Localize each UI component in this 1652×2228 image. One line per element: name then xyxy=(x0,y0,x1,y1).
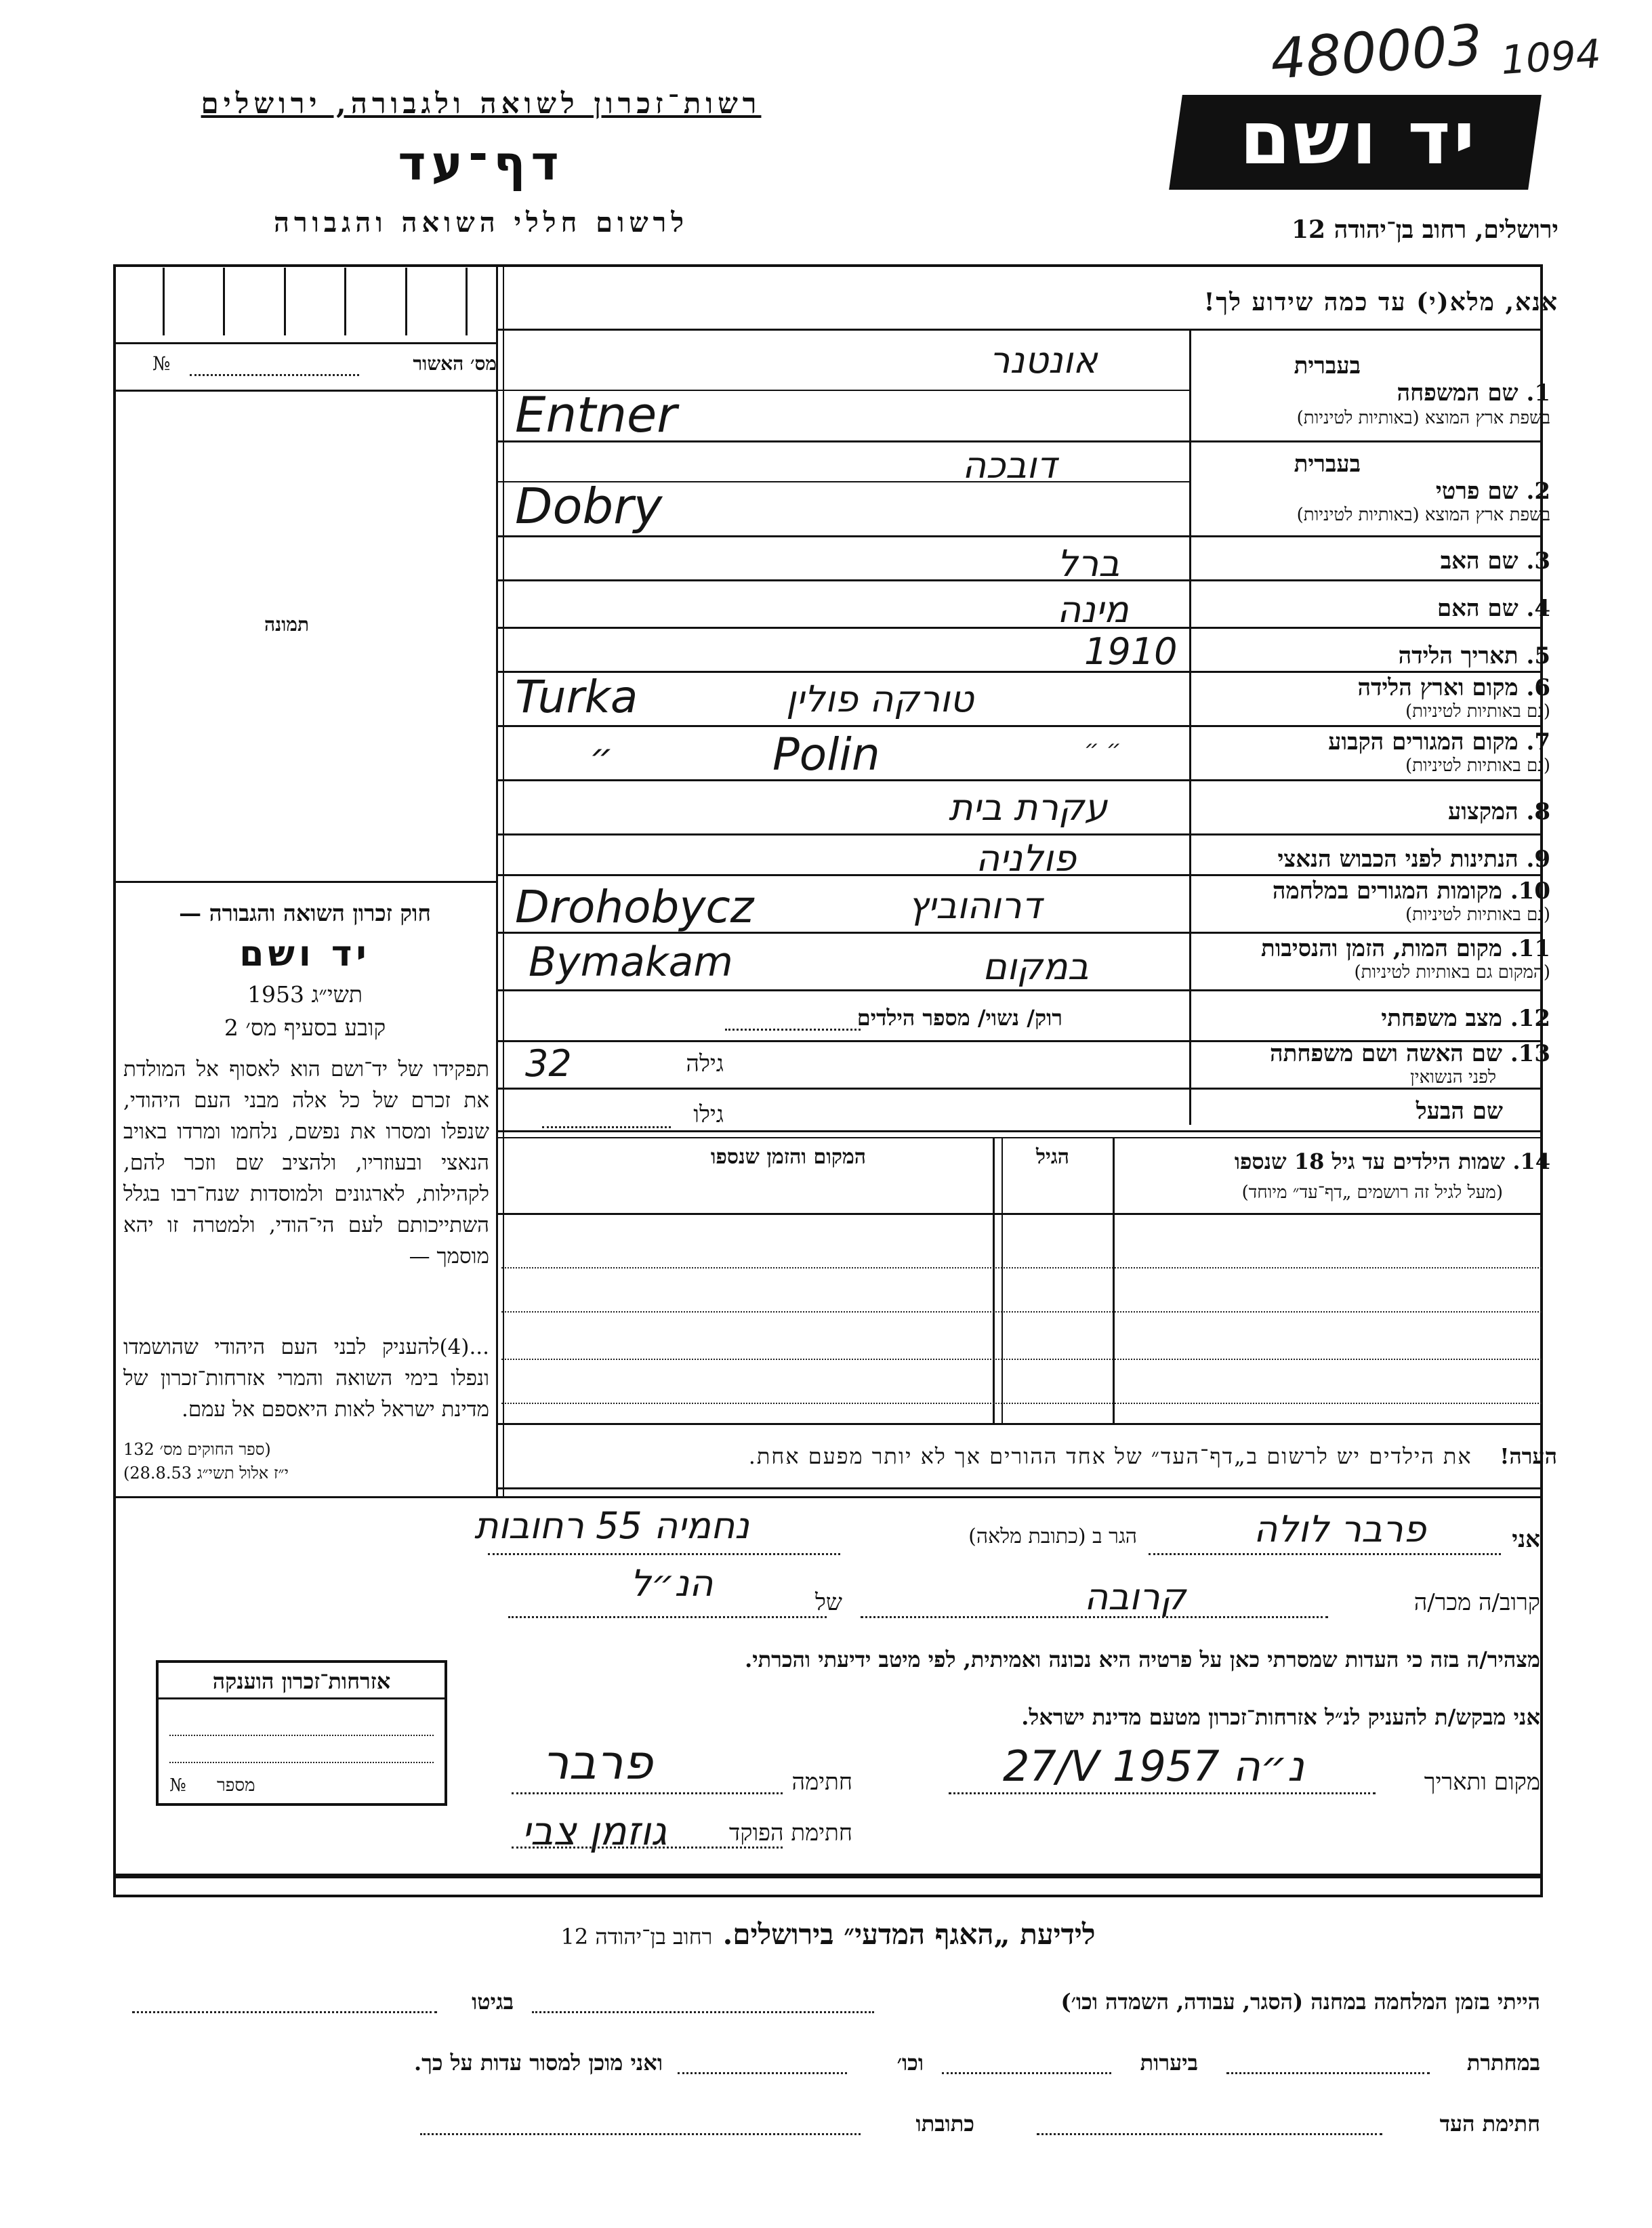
field-11-sub: (המקום גם באותיות לטיניות) xyxy=(1354,962,1550,983)
field-3-label xyxy=(1441,548,1550,575)
field-7-number: 7. xyxy=(1526,728,1550,756)
marital-options: רוק/ נשוי/ מספר הילדים xyxy=(856,1005,1062,1031)
declarant-name: פרבר לולה xyxy=(1254,1508,1426,1550)
field-5-number: 5. xyxy=(1526,642,1550,669)
field-7-label-text: מקום המגורים הקבוע xyxy=(1328,728,1519,756)
field-4-number: 4. xyxy=(1526,595,1550,622)
request-text: אני מבקש/ת להעניק לנ״ל אזרחות־זכרון מטעם מדינת ישראל. xyxy=(1021,1704,1540,1730)
officer-label: חתימת הפוקד xyxy=(728,1819,852,1847)
first-name-hebrew: דובכה xyxy=(962,444,1057,487)
field-11-label-text: מקום המות, הזמן והנסיבות xyxy=(1260,935,1502,962)
field-8-label xyxy=(1448,798,1550,825)
field-4-label-text: שם האם xyxy=(1437,595,1519,622)
place-date-value: 27/V 1957 נ״ה xyxy=(1003,1741,1304,1791)
field-5-label xyxy=(1399,642,1550,669)
table-row xyxy=(501,1359,1542,1360)
occupation: עקרת בית xyxy=(949,786,1108,829)
column-divider xyxy=(496,264,498,1496)
field-1-hebrew-tag: בעברית xyxy=(1294,352,1361,379)
war-residence-hebrew: דרוהוביץ xyxy=(908,884,1042,927)
logo-text: יד ושם xyxy=(1239,96,1478,181)
law-clause: קובע בסעיף מס׳ 2 xyxy=(224,1014,386,1041)
declarant-address: נחמיה 55 רחובות xyxy=(474,1504,749,1547)
law-title: חוק זכרון השואה והגבורה — xyxy=(179,900,431,926)
children-header-text: שמות הילדים עד גיל 18 שנספו xyxy=(1234,1149,1506,1174)
of-value: הנ״ל xyxy=(630,1562,714,1605)
footer-address-label: כתובתו xyxy=(915,2111,974,2137)
field-1-sub: בשפת ארץ המוצא (באותיות לטיניות) xyxy=(1296,408,1550,428)
archive-number-2: 1094 xyxy=(1499,30,1603,84)
field-2-hebrew-tag: בעברית xyxy=(1294,451,1361,478)
footer-witness-signature: חתימת העד xyxy=(1439,2111,1540,2137)
table-row xyxy=(501,1311,1542,1313)
children-age-header: הגיל xyxy=(1035,1145,1069,1169)
field-1-label xyxy=(1397,379,1550,407)
field-7-sub: (גם באותיות לטיניות) xyxy=(1405,756,1550,776)
field-5-label-text: תאריך הלידה xyxy=(1398,642,1519,669)
field-1-number: 1. xyxy=(1526,379,1550,407)
photo-label: תמונה xyxy=(264,613,310,636)
field-12-number: 12. xyxy=(1510,1005,1550,1032)
declaration-text: מצהיר/ה בזה כי העדות שמסרתי כאן על פרטיה היא נכונה ואמיתית, לפי מיטב ידיעתי והכרתי. xyxy=(745,1647,1540,1672)
field-10-label xyxy=(1273,878,1550,905)
archive-number: 480003 xyxy=(1268,13,1485,92)
law-ref-2: י״ז אלול תשי״ג 28.8.53) xyxy=(123,1464,289,1483)
field-3-number: 3. xyxy=(1526,548,1550,575)
footer-ghetto: בגיטו xyxy=(472,1989,514,2015)
wife-age: 32 xyxy=(525,1042,572,1085)
law-body-2: ...(4)להעניק לבני העם היהודי שהושמדו ונפלו בימי השואה והמרי אזרחות־זכרון של מדינת ישראל לאות היאספם אל עמם. xyxy=(123,1335,489,1422)
note-text: את הילדים יש לרשום ב„דף־העד״ של אחד ההורים אך לא יותר מפעם אחת. xyxy=(748,1443,1472,1469)
field-8-number: 8. xyxy=(1526,798,1550,825)
family-name-hebrew: אונטנר xyxy=(989,339,1098,381)
law-name: יד ושם xyxy=(239,934,371,974)
mother-name: מינה xyxy=(1057,588,1129,631)
citizenship-title: אזרחות־זכרון הוענקה xyxy=(212,1668,391,1694)
relative-value: קרובה xyxy=(1084,1575,1186,1618)
address-label: הגר ב (כתובת מלאה) xyxy=(968,1525,1137,1548)
field-11-label xyxy=(1261,935,1550,962)
children-number: 14. xyxy=(1512,1149,1550,1174)
officer-signature: גוזמן צבי xyxy=(522,1808,667,1854)
family-name-latin: Entner xyxy=(515,386,677,443)
residence-hebrew: ״ ״ xyxy=(1084,735,1121,762)
footer xyxy=(113,1918,1543,1952)
field-10-number: 10. xyxy=(1510,878,1550,905)
field-3-label-text: שם האב xyxy=(1440,548,1519,575)
footer-underground: במחתרת xyxy=(1466,2050,1540,2076)
death-place-latin: Bymakam xyxy=(529,938,733,986)
footer-etc: וכו׳ xyxy=(896,2050,924,2076)
field-8-label-text: המקצוע xyxy=(1447,798,1519,825)
instruction: אנא, מלא(י) עד כמה שידוע לך! xyxy=(1203,288,1558,316)
field-9-label-text: הנתינות לפני הכבוש הנאצי xyxy=(1277,846,1519,873)
field-9-number: 9. xyxy=(1526,846,1550,873)
law-year: תשי״ג 1953 xyxy=(247,981,363,1008)
field-10-label-text: מקומות המגורים במלחמה xyxy=(1272,878,1502,905)
law-body: תפקידו של יד־ושם הוא לאסוף אל המולדת את זכרם של כל אלה מבני העם היהודי, שנפלו ומסרו את נפשם, נלחמו ומרדו באויב הנאצי ובעוזריו, ולהציב שם וזכר להם, לקהילות, לארגונים ולמוסדות שנח־רבו בגלל השתייכותם לעם הי־הודי, ולמטרה זו יהא מוסמך — xyxy=(123,1057,489,1268)
field-7-label xyxy=(1328,728,1550,756)
residence-ditto: ״ xyxy=(590,735,613,778)
field-2-label xyxy=(1436,478,1550,505)
footer-ready: ואני מוכן למסור עדות על כך. xyxy=(413,2050,663,2076)
table-row xyxy=(501,1403,1542,1404)
first-name-latin: Dobry xyxy=(515,478,663,535)
field-13-number: 13. xyxy=(1510,1040,1550,1067)
field-6-sub: (גם באותיות לטיניות) xyxy=(1405,701,1550,722)
footer-line-1 xyxy=(1060,1989,1540,2015)
war-residence-latin: Drohobycz xyxy=(515,881,754,933)
birth-place-hebrew: טורקה פולין xyxy=(786,678,974,720)
children-place-header: המקום והזמן שנספו xyxy=(710,1145,866,1169)
father-name: ברל xyxy=(1057,542,1120,585)
field-2-label-text: שם פרטי xyxy=(1435,478,1519,505)
field-1-label-text: שם המשפחה xyxy=(1397,379,1519,407)
husband-age-label: גילו xyxy=(693,1101,724,1128)
birth-date: 1910 xyxy=(1084,630,1178,673)
field-12-label xyxy=(1381,1005,1550,1032)
field-13-label xyxy=(1270,1040,1550,1067)
field-4-label xyxy=(1437,595,1550,622)
footer-address: רחוב בן־יהודה 12 xyxy=(560,1924,713,1950)
field-13-sub: לפני הנשואין xyxy=(1410,1067,1496,1088)
approval-no: № xyxy=(152,352,171,375)
field-11-number: 11. xyxy=(1510,935,1550,962)
note xyxy=(749,1443,1557,1469)
place-date-label: מקום ותאריך xyxy=(1424,1769,1540,1796)
signature-value: פרבר xyxy=(542,1735,653,1790)
wife-age-label: גילה xyxy=(686,1050,724,1077)
field-2-sub: בשפת ארץ המוצא (באותיות לטיניות) xyxy=(1296,505,1550,525)
note-label: הערה! xyxy=(1500,1443,1557,1469)
birth-place-latin: Turka xyxy=(515,671,638,723)
field-6-label xyxy=(1357,674,1550,701)
children-header-sub: (מעל לגיל זה רושמים „דף־עד״ מיוחד) xyxy=(1241,1182,1503,1203)
signature-label: חתימה xyxy=(791,1769,852,1796)
residence-latin: Polin xyxy=(772,728,880,781)
header-subtitle: לרשום חללי השואה והגבורה xyxy=(273,207,689,239)
field-6-label-text: מקום וארץ הלידה xyxy=(1357,674,1519,701)
field-2-number: 2. xyxy=(1526,478,1550,505)
footer-forests: ביערות xyxy=(1140,2050,1198,2076)
of-label: של xyxy=(815,1589,842,1616)
footer-title: לידיעת „האגף המדעי״ בירושלים. xyxy=(722,1918,1096,1951)
law-ref-1: (ספר החוקים מס׳ 132 xyxy=(123,1440,271,1459)
relative-label: קרוב/ה מכר/ה xyxy=(1413,1589,1540,1616)
approval-label: מס׳ האשור xyxy=(413,352,497,375)
field-9-label xyxy=(1278,846,1551,873)
field-13-label-text: שם האשה ושם משפחתה xyxy=(1270,1040,1502,1067)
declarant-prefix: אני xyxy=(1512,1526,1540,1553)
page-title: דף־עד xyxy=(398,136,564,191)
table-row xyxy=(501,1267,1542,1268)
footer-line-1-a: הייתי בזמן המלחמה במחנה (הסגר, עבודה, השמדה וכו׳) xyxy=(1060,1989,1540,2015)
field-12-label-text: מצב משפחתי xyxy=(1381,1005,1502,1032)
citizenship-no: № xyxy=(169,1775,186,1796)
citizenship-number-label: מספר xyxy=(217,1775,255,1796)
approval-boxes xyxy=(163,268,468,335)
husband-label: שם הבעל xyxy=(1416,1098,1503,1125)
field-10-sub: (גם באותיות לטיניות) xyxy=(1405,905,1550,925)
field-6-number: 6. xyxy=(1526,674,1550,701)
citizenship: פולניה xyxy=(976,837,1077,880)
children-header xyxy=(1235,1149,1550,1174)
header-authority: רשות־זכרון לשואה ולגבורה, ירושלים xyxy=(201,87,762,120)
death-place-hebrew: במקום xyxy=(983,945,1089,988)
logo-address: ירושלים, רחוב בן־יהודה 12 xyxy=(1291,215,1558,244)
